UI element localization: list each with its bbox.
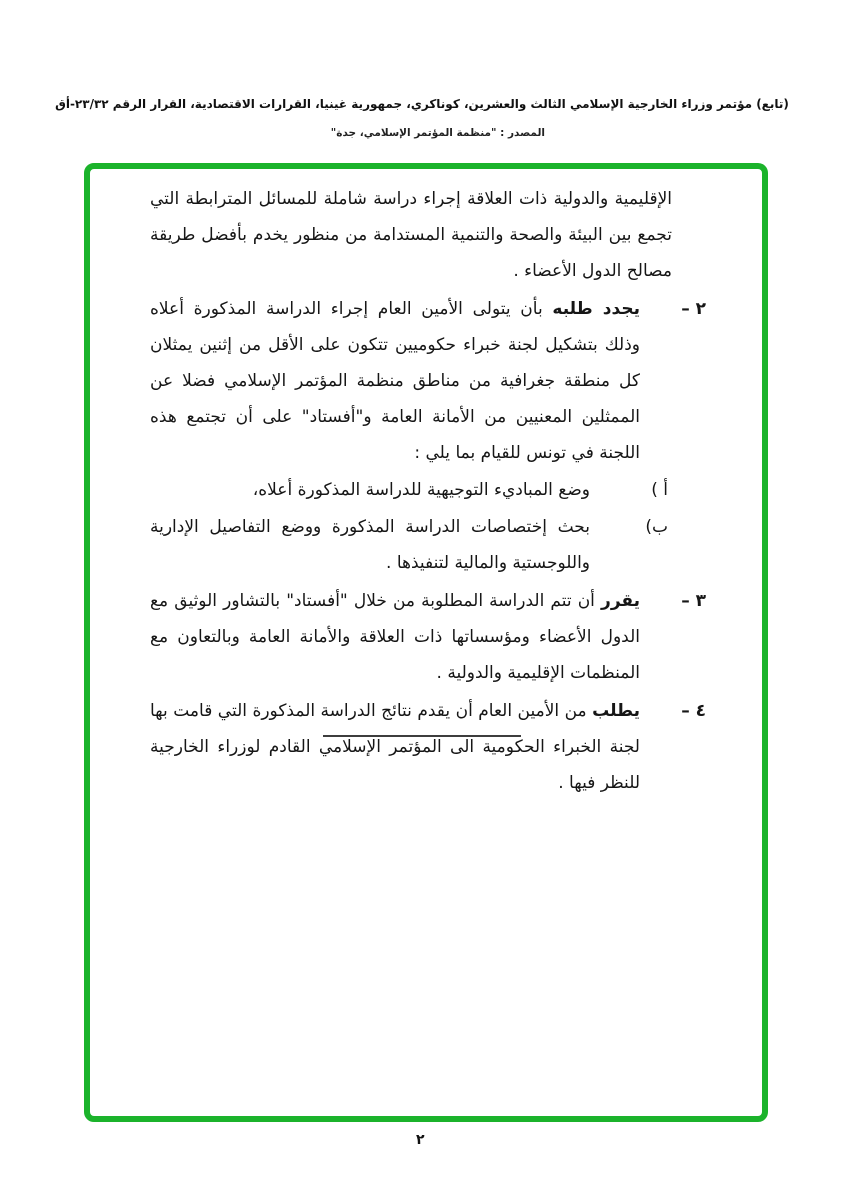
page-number: ٢ (416, 1132, 425, 1148)
closing-divider-line (323, 735, 521, 737)
intro-paragraph: الإقليمية والدولية ذات العلاقة إجراء دراسة شاملة للمسائل المترابطة التي تجمع بين البيئة والصحة والتنمية المستدامة من منظور يخدم بأفضل طريقة مصالح الدول الأعضاء . (150, 189, 672, 281)
item-4-text (150, 693, 640, 801)
subitem-b-marker: ب) (645, 517, 668, 537)
item-2-lead: يجدد طلبه (552, 299, 640, 319)
subitem-b-text: بحث إختصاصات الدراسة المذكورة ووضع التفاصيل الإدارية واللوجستية والمالية لتنفيذها . (150, 517, 590, 573)
item-4-lead: يطلب (592, 701, 640, 721)
subitem-a-text: وضع المباديء التوجيهية للدراسة المذكورة أعلاه، (252, 480, 590, 500)
resolution-body (150, 181, 706, 801)
resolution-item-2 (150, 291, 706, 581)
subitem-a (150, 472, 668, 508)
item-4-body: من الأمين العام أن يقدم نتائج الدراسة المذكورة التي قامت بها لجنة الخبراء الحكومية الى المؤتمر الإسلامي القادم لوزراء الخارجية للنظر فيها . (150, 701, 640, 793)
item-3-lead: يقرر (601, 591, 641, 611)
document-header-title: (تابع) مؤتمر وزراء الخارجية الإسلامي الثالث والعشرين، كوناكري، جمهورية غينيا، القرارات الاقتصادية، القرار الرقم ٢٣/٣٢-أق (55, 97, 789, 111)
subitem-b (150, 509, 668, 581)
item-2-text (150, 291, 640, 471)
document-source-line: المصدر : "منظمة المؤتمر الإسلامي، جدة" (330, 127, 545, 139)
resolution-item-3 (150, 583, 706, 691)
item-3-number: ٣ – (681, 591, 706, 611)
item-3-text (150, 583, 640, 691)
item-2-body: بأن يتولى الأمين العام إجراء الدراسة المذكورة أعلاه وذلك بتشكيل لجنة خبراء حكوميين تتكون على الأقل من إثنين يمثلان كل منطقة جغرافية من مناطق منظمة المؤتمر الإسلامي فضلا عن الممثلين المعنيين من الأمانة العامة و"أفستاد" على أن تجتمع هذه اللجنة في تونس للقيام بما يلي : (150, 299, 640, 463)
subitem-a-marker: أ ) (651, 480, 668, 500)
item-2-number: ٢ – (681, 299, 706, 319)
item-3-body: أن تتم الدراسة المطلوبة من خلال "أفستاد" بالتشاور الوثيق مع الدول الأعضاء ومؤسساتها ذات العلاقة والأمانة العامة وبالتعاون مع المنظمات الإقليمية والدولية . (150, 591, 640, 683)
resolution-item-4 (150, 693, 706, 801)
item-4-number: ٤ – (681, 701, 706, 721)
